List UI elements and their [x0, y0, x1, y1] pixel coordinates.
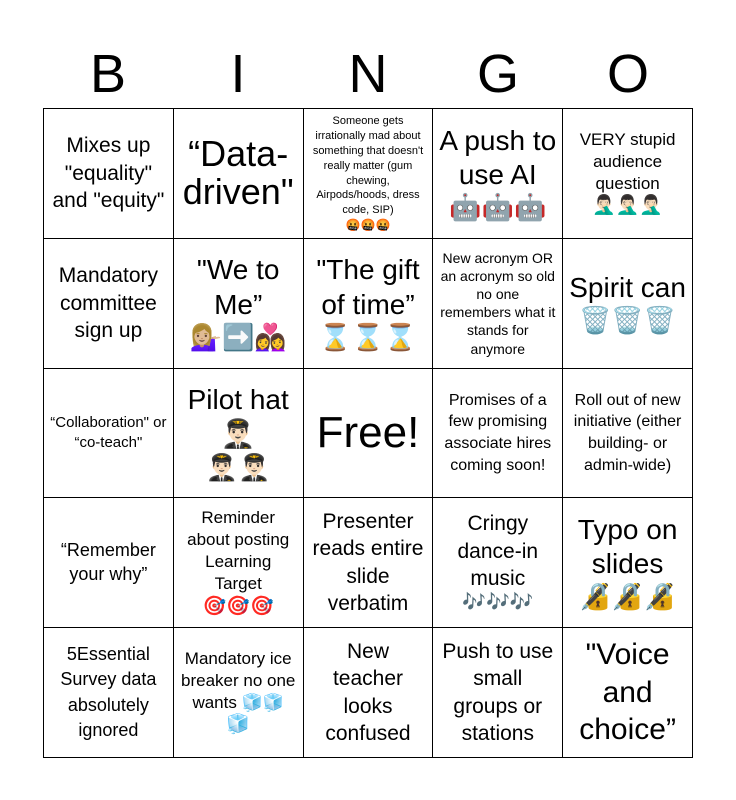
cell-text: Mixes up "equality" and "equity" — [52, 134, 165, 213]
bingo-cell[interactable] — [304, 628, 434, 758]
bingo-header — [43, 40, 693, 108]
cell-text: Spirit can — [569, 271, 686, 303]
bingo-cell[interactable] — [44, 498, 174, 628]
pilot-emoji: 👨🏻‍✈️👨🏻‍✈️ — [205, 451, 271, 482]
trash-can-emoji: 🗑️🗑️🗑️ — [579, 304, 677, 335]
cell-text: Cringy dance-in music — [457, 512, 539, 591]
bingo-cell[interactable] — [304, 109, 434, 239]
header-letter-o: O — [606, 44, 649, 104]
bingo-cell[interactable] — [304, 239, 434, 369]
bingo-cell[interactable] — [563, 239, 693, 369]
bingo-cell[interactable] — [174, 239, 304, 369]
cell-text — [180, 648, 297, 714]
cell-text — [180, 383, 297, 451]
cell-text: Roll out of new initiative (either building- or admin-wide) — [573, 391, 682, 474]
header-letter-g: G — [476, 44, 519, 104]
cell-text: "We to Me” — [196, 254, 280, 320]
cell-text: A push to use AI — [439, 124, 557, 190]
bingo-cell[interactable] — [563, 109, 693, 239]
cell-text: “Collaboration" or “co-teach" — [50, 414, 167, 451]
cell-text-label: Mandatory ice breaker no one wants — [181, 649, 296, 713]
music-notes-emoji: 🎶🎶🎶 — [462, 592, 534, 614]
bingo-cell[interactable] — [174, 498, 304, 628]
bingo-cell[interactable] — [433, 498, 563, 628]
free-space-label: Free! — [316, 407, 420, 457]
cell-text-label: Pilot hat — [187, 384, 289, 416]
cell-text: “Remember your why” — [60, 540, 156, 584]
cell-text: "The gift of time” — [316, 254, 420, 320]
cell-text: Mandatory committee sign up — [58, 264, 158, 342]
angry-face-emoji: 🤬🤬🤬 — [345, 218, 391, 233]
free-cell[interactable] — [304, 369, 434, 499]
cell-text: Push to use small groups or stations — [442, 640, 554, 745]
bingo-cell[interactable] — [44, 239, 174, 369]
ice-cube-emoji: 🧊 — [226, 714, 251, 736]
bingo-cell[interactable] — [433, 239, 563, 369]
cell-text: "Voice and choice” — [579, 638, 676, 747]
target-emoji: 🎯🎯🎯 — [202, 595, 274, 617]
header-letter-b: B — [89, 44, 127, 104]
cell-text: Typo on slides — [577, 514, 678, 580]
cell-text: Reminder about posting Learning Target — [187, 508, 290, 594]
bingo-cell[interactable] — [563, 498, 693, 628]
hourglass-emoji: ⌛⌛⌛ — [319, 321, 417, 352]
locked-with-pen-emoji: 🔏🔏🔏 — [579, 581, 677, 612]
cell-text: New acronym OR an acronym so old no one remembers what it stands for anymore — [440, 249, 556, 357]
bingo-cell[interactable] — [304, 498, 434, 628]
bingo-cell[interactable] — [433, 109, 563, 239]
cell-text: New teacher looks confused — [325, 640, 411, 745]
cell-text: VERY stupid audience question — [579, 129, 676, 194]
pilot-emoji: 👨🏻‍✈️ — [220, 418, 256, 450]
cell-text: Someone gets irrationally mad about something that doesn't really matter (gum chewing, Airpods/hoods, dress code, SIP) — [312, 115, 424, 217]
bingo-cell[interactable] — [433, 369, 563, 499]
cell-text: Presenter reads entire slide verbatim — [312, 510, 424, 616]
bingo-cell[interactable] — [44, 369, 174, 499]
we-to-me-emoji: 💁🏼‍♀️➡️👩‍❤️‍👩 — [189, 321, 287, 352]
robot-emoji: 🤖🤖🤖 — [449, 191, 547, 222]
bingo-grid — [43, 108, 693, 758]
bingo-cell[interactable] — [174, 109, 304, 239]
bingo-cell[interactable] — [563, 628, 693, 758]
ice-cube-emoji: 🧊🧊 — [241, 693, 284, 713]
header-letter-i: I — [230, 44, 246, 104]
header-letter-n: N — [348, 44, 388, 104]
bingo-cell[interactable] — [433, 628, 563, 758]
cell-text: “Data-driven" — [182, 132, 294, 213]
bingo-cell[interactable] — [174, 628, 304, 758]
bingo-cell[interactable] — [44, 628, 174, 758]
bingo-cell[interactable] — [563, 369, 693, 499]
cell-text: 5Essential Survey data absolutely ignored — [60, 644, 157, 740]
cell-text: Promises of a few promising associate hires coming soon! — [444, 391, 552, 474]
bingo-cell[interactable] — [44, 109, 174, 239]
facepalm-emoji: 🤦🏻‍♂️🤦🏻‍♂️🤦🏻‍♂️ — [592, 195, 664, 217]
bingo-cell[interactable] — [174, 369, 304, 499]
